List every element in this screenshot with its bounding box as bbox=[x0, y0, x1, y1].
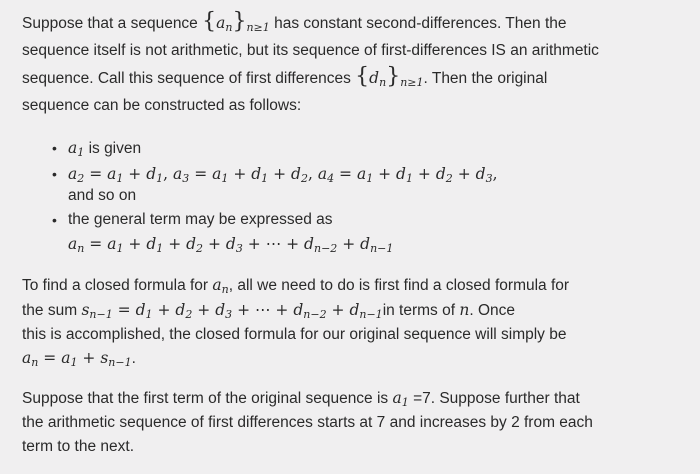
intro-line-3: sequence. Call this sequence of first differences $\{d_n\}_{n\ge 1}$. Then the original bbox=[22, 64, 548, 89]
bullet-dot: • bbox=[52, 212, 57, 228]
intro-line-1: Suppose that a sequence $\{a_n\}_{n\ge 1}$ has constant second-differences. Then the bbox=[22, 9, 567, 34]
para2-line-3: this is accomplished, the closed formula for our original sequence will simply be bbox=[22, 326, 567, 343]
bullet-dot: • bbox=[52, 166, 57, 182]
bullet-2-continuation: and so on bbox=[68, 187, 137, 204]
para2-line-4: $a_n = a_1 + s_{n-1}$. bbox=[22, 349, 136, 369]
para2-line-1: To find a closed formula for $a_n$, all we need to do is first find a closed formula for bbox=[22, 276, 570, 296]
para3-line-3: term to the next. bbox=[22, 438, 134, 455]
bullet-2: $a_2 = a_1 + d_1$, $a_3 = a_1 + d_1 + d_2$, $a_4 = a_1 + d_1 + d_2 + d_3$, bbox=[68, 165, 498, 185]
intro-line-2: sequence itself is not arithmetic, but its sequence of first-differences IS an arithmetic bbox=[22, 42, 599, 59]
para3-line-2: the arithmetic sequence of first differences starts at 7 and increases by 2 from each bbox=[22, 414, 593, 431]
bullet-dot: • bbox=[52, 140, 57, 156]
bullet-3: the general term may be expressed as bbox=[68, 211, 333, 228]
general-term-formula: $a_n = a_1 + d_1 + d_2 + d_3$ + ⋯ + $d_{n-2} + d_{n-1}$ bbox=[68, 235, 394, 255]
para2-line-2: the sum $s_{n-1} = d_1 + d_2 + d_3$ + ⋯ + $d_{n-2} + d_{n-1}in$ terms of n. Once bbox=[22, 301, 516, 321]
para3-line-1: Suppose that the first term of the original sequence is $a_1 =7$. Suppose further that bbox=[22, 389, 580, 409]
bullet-1: $a_1$ is given bbox=[68, 139, 142, 159]
intro-line-4: sequence can be constructed as follows: bbox=[22, 97, 302, 114]
